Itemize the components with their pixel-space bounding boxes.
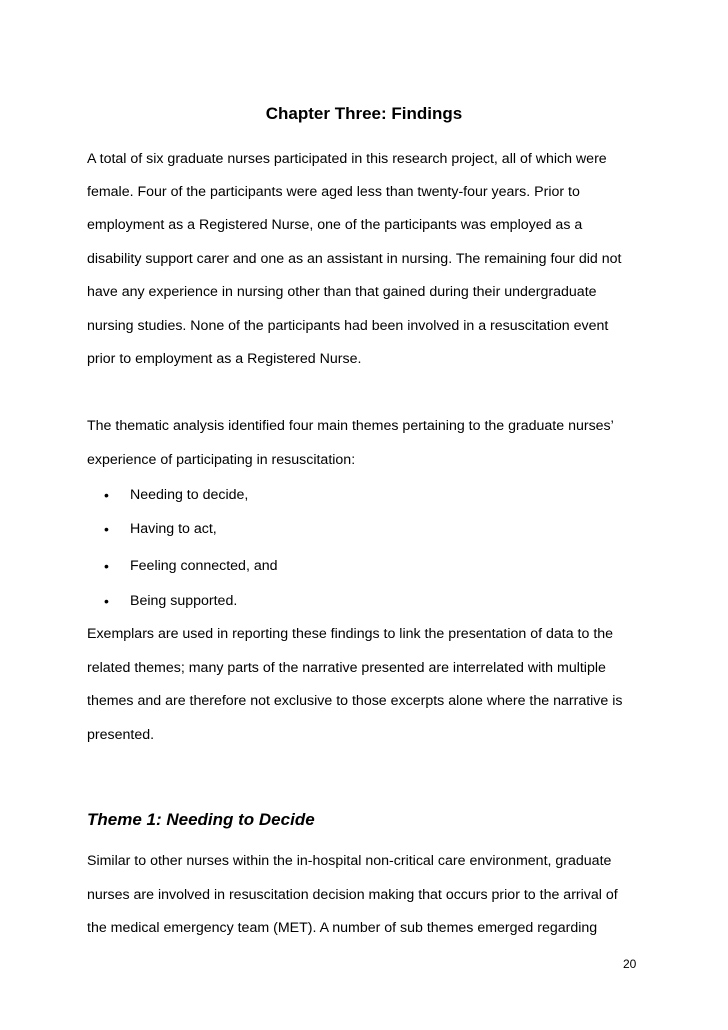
paragraph-4-line-2: nurses are involved in resuscitation decision making that occurs prior to the arrival of	[87, 887, 618, 903]
theme-list-item-4: Being supported.	[130, 593, 238, 609]
paragraph-4-line-3: the medical emergency team (MET). A number of sub themes emerged regarding	[87, 920, 598, 936]
paragraph-4-line-1: Similar to other nurses within the in-hospital non-critical care environment, graduate	[87, 853, 612, 869]
page-number: 20	[623, 957, 637, 971]
paragraph-3-line-3: themes and are therefore not exclusive to those excerpts alone where the narrative is	[87, 693, 623, 709]
paragraph-3-line-2: related themes; many parts of the narrative presented are interrelated with multiple	[87, 660, 606, 676]
paragraph-1-line-2: female. Four of the participants were aged less than twenty-four years. Prior to	[87, 184, 580, 200]
paragraph-1-line-7: prior to employment as a Registered Nurse.	[87, 351, 362, 367]
theme-1-heading: Theme 1: Needing to Decide	[87, 810, 315, 829]
theme-list-item-3: Feeling connected, and	[130, 558, 278, 574]
bullet-icon: •	[104, 558, 109, 574]
paragraph-2-line-1: The thematic analysis identified four main themes pertaining to the graduate nurses’	[87, 418, 614, 434]
paragraph-1-line-1: A total of six graduate nurses participated in this research project, all of which were	[87, 151, 607, 167]
paragraph-3-line-1: Exemplars are used in reporting these findings to link the presentation of data to the	[87, 626, 614, 642]
chapter-title: Chapter Three: Findings	[265, 104, 463, 123]
theme-list-item-2: Having to act,	[130, 521, 217, 537]
paragraph-2-line-2: experience of participating in resuscitation:	[87, 452, 356, 468]
theme-list-item-1: Needing to decide,	[130, 487, 249, 503]
bullet-icon: •	[104, 521, 109, 537]
bullet-icon: •	[104, 593, 109, 609]
bullet-icon: •	[104, 487, 109, 503]
paragraph-1-line-3: employment as a Registered Nurse, one of the participants was employed as a	[87, 217, 583, 233]
paragraph-1-line-4: disability support carer and one as an assistant in nursing. The remaining four did not	[87, 251, 622, 267]
paragraph-3-line-4: presented.	[87, 727, 155, 743]
paragraph-1-line-6: nursing studies. None of the participants had been involved in a resuscitation event	[87, 318, 609, 334]
paragraph-1-line-5: have any experience in nursing other than that gained during their undergraduate	[87, 284, 597, 300]
